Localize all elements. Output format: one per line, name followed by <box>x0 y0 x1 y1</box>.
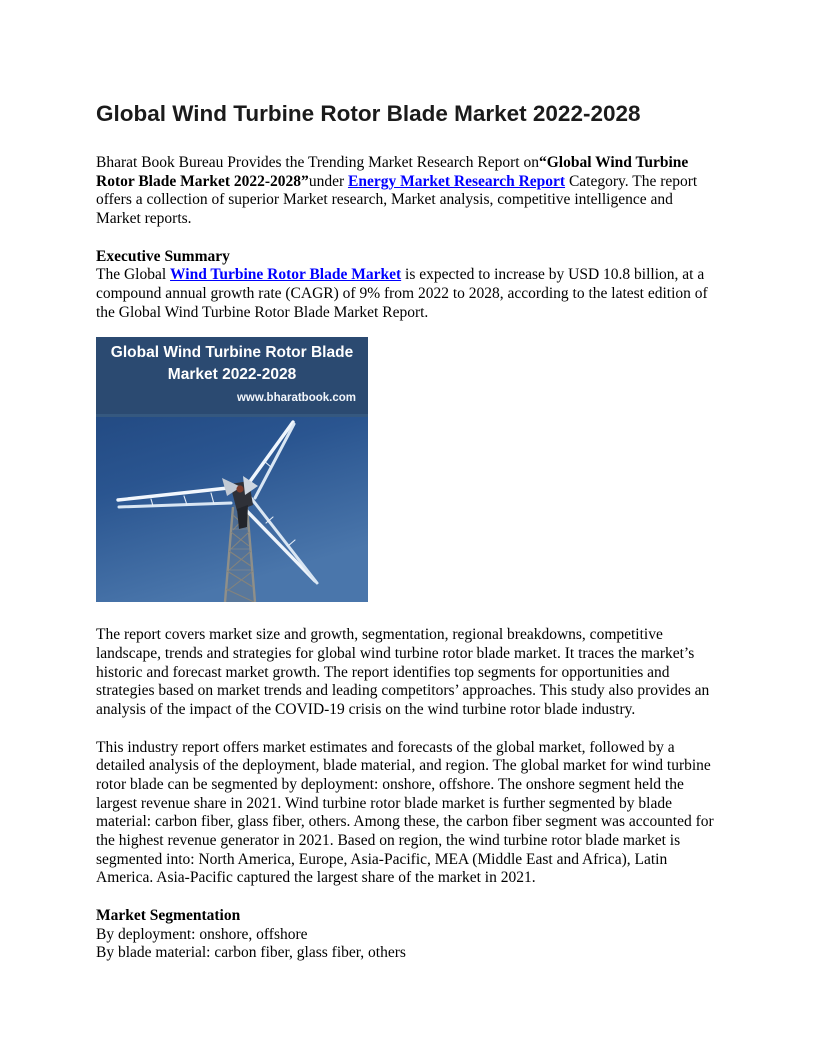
executive-summary-heading: Executive Summary <box>96 247 230 265</box>
intro-text-middle: under <box>308 172 348 190</box>
executive-summary-paragraph <box>96 266 720 322</box>
banner-title-line2: Market 2022-2028 <box>167 366 297 384</box>
industry-report-paragraph: This industry report offers market estimates and forecasts of the global market, followed by a detailed analysis of the deployment, blade material, and region. The global market for wind turbine rotor blade can be segmented by deployment: onshore, offshore. The onshore segment held the largest revenue share in 2021. Wind turbine rotor blade market is further segmented by blade material: carbon fiber, glass fiber, others. Among these, the carbon fiber segment was accounted for the highest revenue generator in 2021. Based on region, the wind turbine rotor blade market is segmented into: North America, Europe, Asia-Pacific, MEA (Middle East and Africa), Latin America. Asia-Pacific captured the largest share of the market in 2021. <box>96 738 714 887</box>
energy-market-research-report-link[interactable]: Energy Market Research Report <box>347 172 566 190</box>
intro-report-name-bold: “Global Wind Turbine Rotor Blade Market 2022-2028” <box>96 154 689 190</box>
executive-summary-section <box>96 248 720 323</box>
banner-website-url: www.bharatbook.com <box>236 392 356 405</box>
banner-title <box>102 342 362 386</box>
segmentation-deployment-line: By deployment: onshore, offshore <box>96 925 308 943</box>
report-coverage-paragraph: The report covers market size and growth, segmentation, regional breakdowns, competitive landscape, trends and strategies for global wind turbine rotor blade market. It traces the market’s historic and forecast market growth. The report identifies top segments for opportunities and strategies based on market trends and leading competitors’ approaches. This study also provides an analysis of the impact of the COVID-19 crisis on the wind turbine rotor blade industry. <box>96 626 710 719</box>
segmentation-blade-material-line: By blade material: carbon fiber, glass fiber, others <box>96 944 406 962</box>
document-title: Global Wind Turbine Rotor Blade Market 2022-2028 <box>96 101 641 126</box>
document-content <box>96 0 720 963</box>
market-segmentation-heading: Market Segmentation <box>96 906 241 924</box>
intro-paragraph <box>96 154 720 229</box>
wind-turbine-rotor-blade-market-link[interactable]: Wind Turbine Rotor Blade Market <box>170 266 402 284</box>
market-segmentation-section <box>96 907 720 963</box>
banner-title-line1: Global Wind Turbine Rotor Blade <box>110 344 354 362</box>
intro-text-after: Category. The report offers a collection of superior Market research, Market analysis, competitive intelligence and Market reports. <box>96 172 698 228</box>
intro-text-before: Bharat Book Bureau Provides the Trending Market Research Report on <box>96 154 539 171</box>
report-banner-image <box>96 337 368 602</box>
exec-text-after: is expected to increase by USD 10.8 billion, at a compound annual growth rate (CAGR) of 9% from 2022 to 2028, according to the latest edition of the Global Wind Turbine Rotor Blade Market Report. <box>96 266 708 321</box>
exec-text-before: The Global <box>96 266 171 284</box>
